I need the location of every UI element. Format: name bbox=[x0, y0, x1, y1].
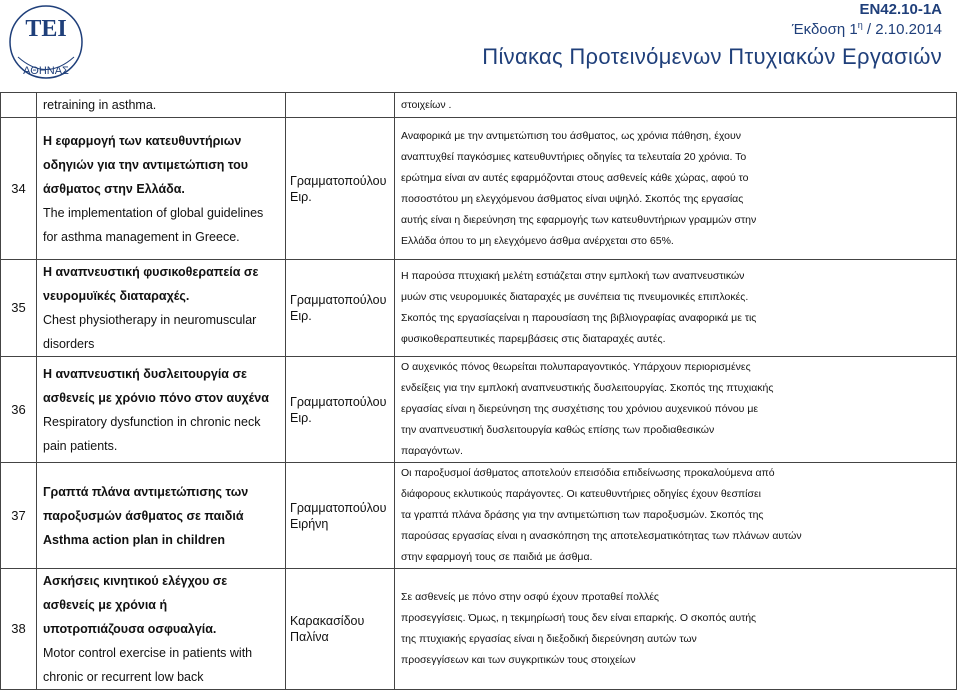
thesis-table bbox=[0, 92, 957, 690]
thesis-title bbox=[37, 569, 286, 690]
title-greek-line: Η αναπνευστική δυσλειτουργία σε bbox=[43, 366, 247, 381]
supervisor-line: Γραμματοπούλου bbox=[290, 293, 387, 307]
description-line: Η παρούσα πτυχιακή μελέτη εστιάζεται στην εμπλοκή των αναπνευστικών bbox=[401, 270, 745, 282]
description bbox=[395, 93, 957, 118]
table-row bbox=[1, 357, 957, 463]
title-greek-line: νευρομυϊκές διαταραχές. bbox=[43, 289, 190, 303]
title-english-line: retraining in asthma. bbox=[43, 98, 157, 112]
supervisor-line: Ειρ. bbox=[290, 309, 312, 323]
table-row bbox=[1, 118, 957, 260]
title-greek-line: οδηγιών για την αντιμετώπιση του bbox=[43, 157, 249, 172]
description-line: την αναπνευστική δυσλειτουργία καθώς επίσης των προδιαθεσικών bbox=[401, 424, 715, 436]
logo-text-bottom: ΑΘΗΝΑΣ bbox=[23, 65, 69, 77]
description-line: παρούσας εργασίας είναι η ανασκόπηση της αποτελεσματικότητας των πλάνων αυτών bbox=[401, 530, 802, 542]
row-number: 37 bbox=[1, 463, 37, 569]
title-english-line: pain patients. bbox=[43, 438, 118, 453]
document-code: EN42.10-1A bbox=[859, 1, 942, 18]
title-greek-line: υποτροπιάζουσα οσφυαλγία. bbox=[43, 622, 217, 636]
supervisor bbox=[286, 357, 395, 463]
description-line: διάφορους εκλυτικούς παράγοντες. Οι κατευθυντήριες οδηγίες έχουν θεσπίσει bbox=[401, 488, 761, 500]
supervisor bbox=[286, 118, 395, 260]
title-greek-line: άσθματος στην Ελλάδα. bbox=[43, 181, 185, 196]
description bbox=[395, 569, 957, 690]
supervisor bbox=[286, 260, 395, 357]
title-english-line: Respiratory dysfunction in chronic neck bbox=[43, 414, 261, 429]
description-line: Οι παροξυσμοί άσθματος αποτελούν επεισόδια επιδείνωσης προκαλούμενα από bbox=[401, 467, 775, 479]
description-line: Σε ασθενείς με πόνο στην οσφύ έχουν προταθεί πολλές bbox=[401, 591, 659, 603]
description-line: προσεγγίσεων και των συγκριτικών τους στοιχείων bbox=[401, 654, 636, 666]
description-line: Σκοπός της εργασίαςείναι η παρουσίαση της βιβλιογραφίας αναφορικά με τις bbox=[401, 312, 757, 324]
description-line: ενδείξεις για την εμπλοκή αναπνευστικής δυσλειτουργίας. Σκοπός της πτυχιακής bbox=[401, 382, 774, 394]
title-english-line: The implementation of global guidelines bbox=[43, 205, 264, 220]
description bbox=[395, 118, 957, 260]
supervisor-line: Παλίνα bbox=[290, 630, 329, 644]
description-line: παραγόντων. bbox=[401, 445, 463, 457]
row-number: 34 bbox=[1, 118, 37, 260]
supervisor-line: Γραμματοπούλου bbox=[290, 173, 387, 188]
thesis-title bbox=[37, 357, 286, 463]
supervisor bbox=[286, 93, 395, 118]
description-line: στοιχείων . bbox=[401, 98, 452, 111]
supervisor-line: Ειρήνη bbox=[290, 516, 329, 531]
title-greek-line: Γραπτά πλάνα αντιμετώπισης των bbox=[43, 484, 249, 499]
title-english-line: chronic or recurrent low back bbox=[43, 670, 204, 684]
thesis-title bbox=[37, 118, 286, 260]
thesis-title bbox=[37, 463, 286, 569]
description bbox=[395, 463, 957, 569]
description-line: ποσοστότου μη ελεγχόμενου άσθματος είναι υψηλό. Σκοπός της εργασίας bbox=[401, 192, 744, 205]
description-line: Ο αυχενικός πόνος θεωρείται πολυπαραγοντικός. Υπάρχουν περιορισμένες bbox=[401, 361, 751, 373]
description-line: προσεγγίσεις. Όμως, η τεκμηρίωσή τους δεν είναι επαρκής. Ο σκοπός αυτής bbox=[401, 612, 757, 624]
supervisor-line: Γραμματοπούλου bbox=[290, 500, 387, 515]
row-number: 36 bbox=[1, 357, 37, 463]
description-line: Ελλάδα όπου το μη ελεγχόμενο άσθμα ανέρχεται στο 65%. bbox=[401, 234, 674, 247]
description-line: της πτυχιακής εργασίας είναι η διεξοδική διερεύνηση αυτών των bbox=[401, 633, 697, 645]
title-greek-line: ασθενείς με χρόνιο πόνο στον αυχένα bbox=[43, 390, 269, 405]
table-row bbox=[1, 463, 957, 569]
description-line: φυσικοθεραπευτικές παρεμβάσεις στις διαταραχές αυτές. bbox=[401, 333, 666, 345]
row-number: 38 bbox=[1, 569, 37, 690]
table-row bbox=[1, 260, 957, 357]
supervisor-line: Καρακασίδου bbox=[290, 614, 365, 628]
description bbox=[395, 357, 957, 463]
page-title: Πίνακας Προτεινόμενων Πτυχιακών Εργασιών bbox=[482, 44, 942, 69]
thesis-title bbox=[37, 260, 286, 357]
supervisor-line: Ειρ. bbox=[290, 410, 312, 425]
title-english-line: Chest physiotherapy in neuromuscular bbox=[43, 313, 257, 327]
description-line: ερώτημα είναι αν αυτές εφαρμόζονται στους ασθενείς κάθε χώρας, αφού το bbox=[401, 171, 749, 184]
description-line: μυών στις νευρομυικές διαταραχές με συνέπεια τις πνευμονικές επιπλοκές. bbox=[401, 291, 749, 303]
title-greek-line: Asthma action plan in children bbox=[43, 532, 225, 547]
title-english-line: for asthma management in Greece. bbox=[43, 229, 240, 244]
title-greek-line: παροξυσμών άσθματος σε παιδιά bbox=[43, 508, 244, 523]
description-line: τα γραπτά πλάνα δράσης για την αντιμετώπιση των παροξυσμών. Σκοπός της bbox=[401, 509, 764, 521]
title-greek-line: ασθενείς με χρόνια ή bbox=[43, 598, 168, 612]
title-greek-line: Η αναπνευστική φυσικοθεραπεία σε bbox=[43, 265, 259, 279]
title-english-line: Motor control exercise in patients with bbox=[43, 646, 253, 660]
supervisor-line: Γραμματοπούλου bbox=[290, 394, 387, 409]
description-line: Αναφορικά με την αντιμετώπιση του άσθματος, ως χρόνια πάθηση, έχουν bbox=[401, 129, 741, 142]
title-greek-line: Ασκήσεις κινητικού ελέγχου σε bbox=[43, 574, 228, 588]
description-line: εργασίας είναι η διερεύνηση της συσχέτισης του χρόνιου αυχενικού πόνου με bbox=[401, 403, 759, 415]
description-line: αναπτυχθεί παγκόσμιες κατευθυντήριες οδηγίες τα τελευταία 20 χρόνια. Το bbox=[401, 150, 747, 163]
row-number: 35 bbox=[1, 260, 37, 357]
description-line: αυτής είναι η διερεύνηση της εφαρμογής των κατευθυντήριων γραμμών στην bbox=[401, 213, 757, 226]
tei-athens-logo bbox=[6, 2, 86, 88]
table-row bbox=[1, 569, 957, 690]
supervisor bbox=[286, 569, 395, 690]
description bbox=[395, 260, 957, 357]
row-number bbox=[1, 93, 37, 118]
table-row bbox=[1, 93, 957, 118]
logo-text-top: ΤΕΙ bbox=[25, 16, 67, 42]
edition-label: Έκδοση $1^\eta / 2.10.2014$ bbox=[791, 20, 942, 38]
title-english-line: disorders bbox=[43, 337, 95, 351]
description-line: στην εφαρμογή τους σε παιδιά με άσθμα. bbox=[401, 551, 593, 563]
thesis-title bbox=[37, 93, 286, 118]
supervisor-line: Ειρ. bbox=[290, 189, 312, 204]
supervisor bbox=[286, 463, 395, 569]
title-greek-line: Η εφαρμογή των κατευθυντήριων bbox=[43, 133, 242, 148]
